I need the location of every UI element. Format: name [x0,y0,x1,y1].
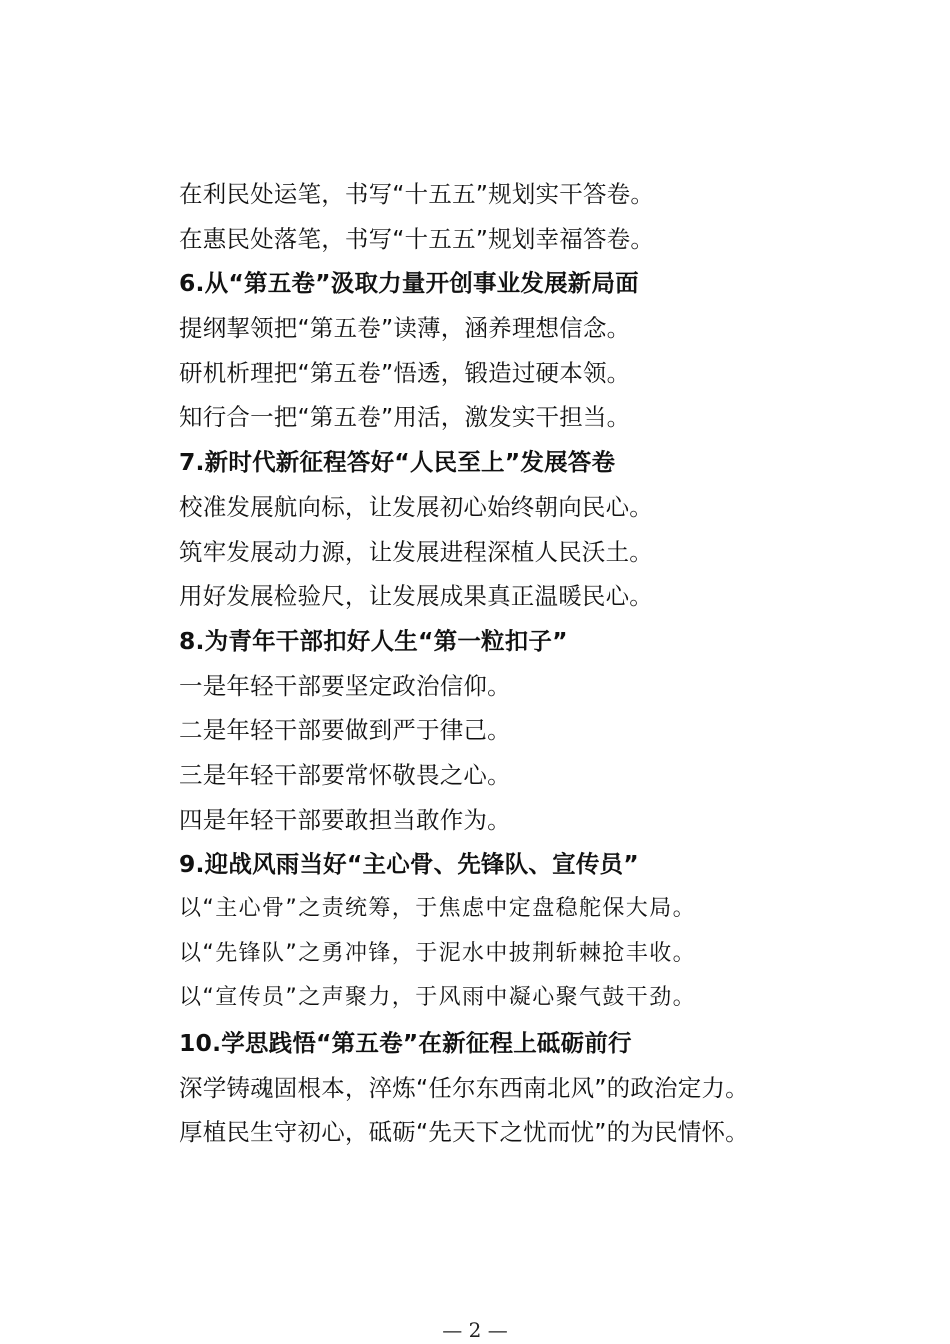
section-heading-10: 10.学思践悟“第五卷”在新征程上砥砺前行 [179,1029,632,1058]
document-body [179,172,879,1155]
section-heading-8: 8.为青年干部扣好人生“第一粒扣子” [179,626,568,655]
body-line: 厚植民生守初心，砥砺“先天下之忧而忧”的为民情怀。 [179,1118,749,1147]
body-line: 三是年轻干部要常怀敬畏之心。 [179,760,511,789]
body-line: 在利民处运笔，书写“十五五”规划实干答卷。 [179,180,655,208]
body-line: 用好发展检验尺，让发展成果真正温暖民心。 [179,582,653,611]
body-line: 提纲挈领把“第五卷”读薄，涵养理想信念。 [179,314,631,343]
body-line: 研机析理把“第五卷”悟透，锻造过硬本领。 [179,358,631,387]
body-line: 以“先锋队”之勇冲锋，于泥水中披荆斩棘抢丰收。 [179,940,696,966]
section-heading-6: 6.从“第五卷”汲取力量开创事业发展新局面 [179,269,639,298]
section-heading-9: 9.迎战风雨当好“主心骨、先锋队、宣传员” [179,850,639,879]
body-line: 以“宣传员”之声聚力，于风雨中凝心聚气鼓干劲。 [179,985,696,1011]
body-line: 筑牢发展动力源，让发展进程深植人民沃土。 [179,537,653,566]
body-line: 深学铸魂固根本，淬炼“任尔东西南北风”的政治定力。 [179,1073,749,1102]
body-line: 知行合一把“第五卷”用活，激发实干担当。 [179,403,631,432]
body-line: 校准发展航向标，让发展初心始终朝向民心。 [179,492,653,521]
page-number: — 2 — [442,1318,508,1342]
body-line: 在惠民处落笔，书写“十五五”规划幸福答卷。 [179,224,655,253]
body-line: 二是年轻干部要做到严于律己。 [179,716,511,745]
body-line: 以“主心骨”之责统筹，于焦虑中定盘稳舵保大局。 [179,896,696,921]
section-heading-7: 7.新时代新征程答好“人民至上”发展答卷 [179,448,616,477]
body-line: 一是年轻干部要坚定政治信仰。 [179,671,511,700]
body-line: 四是年轻干部要敢担当敢作为。 [179,805,511,834]
